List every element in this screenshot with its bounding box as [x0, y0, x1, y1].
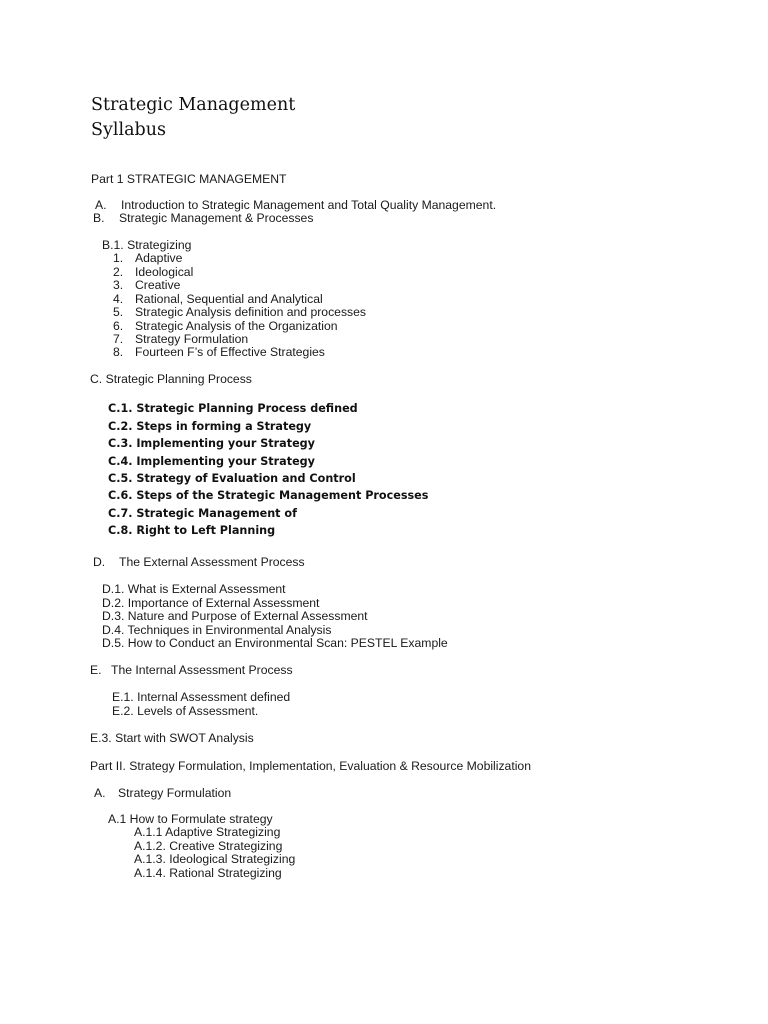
list-item: 6. Strategic Analysis of the Organization	[113, 318, 338, 333]
section-c-heading: C. Strategic Planning Process	[90, 372, 252, 386]
section-b-marker: B.	[93, 211, 105, 225]
section-e-text: The Internal Assessment Process	[111, 663, 293, 677]
part-2-heading: Part II. Strategy Formulation, Implementation, Evaluation & Resource Mobilization	[90, 759, 531, 773]
list-item: A.1.3. Ideological Strategizing	[134, 852, 296, 866]
list-item: 4. Rational, Sequential and Analytical	[113, 291, 323, 306]
list-item: 5. Strategic Analysis definition and processes	[113, 305, 367, 319]
list-item: C.3. Implementing your Strategy	[108, 437, 315, 450]
list-item: C.4. Implementing your Strategy	[108, 455, 315, 468]
list-item: E.2. Levels of Assessment.	[112, 704, 259, 718]
list-item: D.5. How to Conduct an Environmental Scan: PESTEL Example	[102, 636, 448, 650]
list-item: D.1. What is External Assessment	[102, 582, 286, 596]
title-line-2: Syllabus	[91, 120, 166, 140]
list-item: E.1. Internal Assessment defined	[112, 690, 291, 704]
e3-item: E.3. Start with SWOT Analysis	[90, 731, 254, 745]
a1-heading: A.1 How to Formulate strategy	[108, 812, 273, 826]
list-item: C.7. Strategic Management of	[108, 507, 297, 520]
section-b-text: Strategic Management & Processes	[119, 211, 314, 225]
section-d-text: The External Assessment Process	[119, 555, 305, 569]
list-item: A.1.2. Creative Strategizing	[134, 839, 283, 853]
b1-heading: B.1. Strategizing	[102, 238, 192, 252]
list-item: 2. Ideological	[113, 264, 194, 279]
part-2-section-a	[94, 787, 231, 801]
part-1-heading: Part 1 STRATEGIC MANAGEMENT	[91, 172, 287, 186]
list-item: D.3. Nature and Purpose of External Assessment	[102, 609, 368, 623]
section-d-heading	[93, 556, 305, 570]
list-item: 3. Creative	[113, 278, 181, 292]
list-item: D.2. Importance of External Assessment	[102, 596, 320, 610]
list-item: A.1.1 Adaptive Strategizing	[134, 825, 281, 839]
section-e-heading	[90, 664, 293, 678]
part-2-a-text: Strategy Formulation	[118, 786, 232, 800]
list-item: D.4. Techniques in Environmental Analysis	[102, 623, 332, 637]
section-d-marker: D.	[93, 555, 106, 569]
list-item: 1. Adaptive	[113, 251, 183, 265]
list-item: 8. Fourteen F’s of Effective Strategies	[113, 345, 325, 359]
section-a-text: Introduction to Strategic Management and Total Quality Management.	[121, 198, 497, 212]
part-2-a-marker: A.	[94, 786, 106, 800]
list-item: C.1. Strategic Planning Process defined	[108, 402, 358, 415]
section-a-marker: A.	[95, 198, 107, 212]
section-b-item	[93, 212, 313, 226]
list-item: C.2. Steps in forming a Strategy	[108, 420, 312, 433]
list-item: C.8. Right to Left Planning	[108, 524, 276, 537]
title-line-1: Strategic Management	[91, 95, 296, 115]
list-item: 7. Strategy Formulation	[113, 332, 249, 346]
list-item: C.5. Strategy of Evaluation and Control	[108, 472, 356, 485]
section-e-marker: E.	[90, 663, 102, 677]
list-item: A.1.4. Rational Strategizing	[134, 866, 282, 880]
list-item: C.6. Steps of the Strategic Management Processes	[108, 489, 429, 502]
